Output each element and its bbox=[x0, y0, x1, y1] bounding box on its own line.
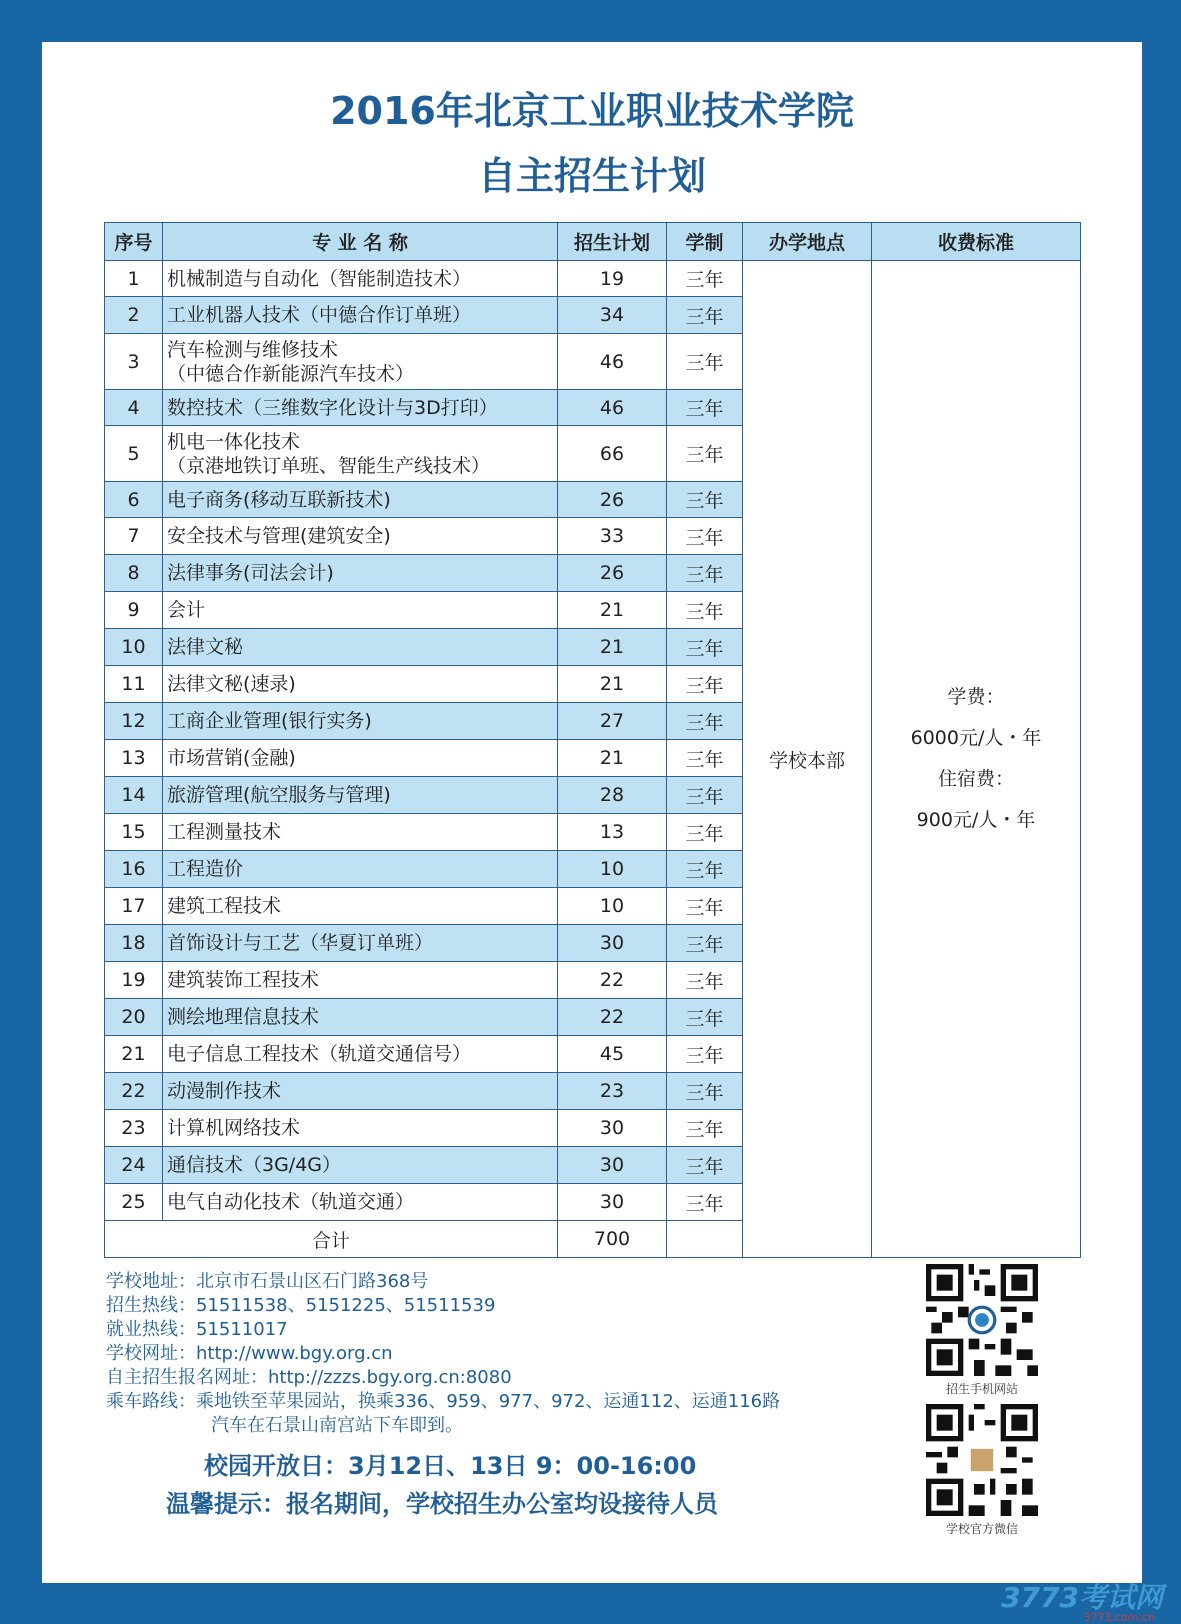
wechat-qr-icon bbox=[926, 1404, 1038, 1516]
header-plan: 招生计划 bbox=[558, 223, 667, 261]
cell-years: 三年 bbox=[667, 555, 743, 592]
cell-major-name bbox=[163, 1073, 558, 1110]
major-name-line: 工程造价 bbox=[167, 858, 244, 880]
cell-major-name bbox=[163, 851, 558, 888]
table-header-row bbox=[105, 223, 1081, 261]
cell-plan: 45 bbox=[558, 1036, 667, 1073]
cell-plan: 34 bbox=[558, 297, 667, 334]
cell-plan: 30 bbox=[558, 925, 667, 962]
cell-years: 三年 bbox=[667, 703, 743, 740]
cell-years: 三年 bbox=[667, 777, 743, 814]
signup-website: 自主招生报名网址：http://zzzs.bgy.org.cn:8080 bbox=[106, 1367, 512, 1388]
cell-major-name bbox=[163, 925, 558, 962]
title-line-1: 2016年北京工业职业技术学院 bbox=[330, 89, 854, 133]
cell-years: 三年 bbox=[667, 592, 743, 629]
cell-major-name bbox=[163, 999, 558, 1036]
cell-no: 23 bbox=[105, 1110, 163, 1147]
cell-plan: 33 bbox=[558, 518, 667, 555]
cell-plan: 10 bbox=[558, 888, 667, 925]
major-name-line: 工业机器人技术（中德合作订单班） bbox=[167, 304, 472, 326]
cell-major-name bbox=[163, 888, 558, 925]
cell-no: 20 bbox=[105, 999, 163, 1036]
major-name-line: 旅游管理(航空服务与管理) bbox=[167, 784, 391, 806]
cell-plan: 66 bbox=[558, 426, 667, 482]
cell-no: 13 bbox=[105, 740, 163, 777]
cell-years: 三年 bbox=[667, 962, 743, 999]
cell-plan: 26 bbox=[558, 555, 667, 592]
major-name-line: 市场营销(金融) bbox=[167, 747, 296, 769]
contact-info bbox=[106, 1270, 780, 1438]
cell-no: 12 bbox=[105, 703, 163, 740]
cell-no: 17 bbox=[105, 888, 163, 925]
major-name-line: 工程测量技术 bbox=[167, 821, 282, 843]
total-value: 700 bbox=[558, 1221, 667, 1258]
major-name-line: 法律事务(司法会计) bbox=[167, 562, 334, 584]
qr2-caption: 学校官方微信 bbox=[945, 1522, 1018, 1536]
cell-major-name bbox=[163, 1184, 558, 1221]
cell-years: 三年 bbox=[667, 740, 743, 777]
major-name-line: 电子信息工程技术（轨道交通信号） bbox=[167, 1043, 472, 1065]
cell-plan: 21 bbox=[558, 592, 667, 629]
cell-major-name bbox=[163, 740, 558, 777]
cell-no: 4 bbox=[105, 390, 163, 426]
cell-years: 三年 bbox=[667, 1073, 743, 1110]
major-name-line: 电子商务(移动互联新技术) bbox=[167, 488, 391, 511]
cell-no: 19 bbox=[105, 962, 163, 999]
cell-no: 16 bbox=[105, 851, 163, 888]
cell-plan: 46 bbox=[558, 390, 667, 426]
table-row bbox=[105, 261, 1081, 297]
cell-no: 18 bbox=[105, 925, 163, 962]
major-name-line: 会计 bbox=[167, 599, 206, 621]
major-name-line: 建筑装饰工程技术 bbox=[167, 969, 320, 991]
cell-years: 三年 bbox=[667, 1110, 743, 1147]
cell-years: 三年 bbox=[667, 629, 743, 666]
header-location: 办学地点 bbox=[743, 223, 872, 261]
major-name-line: 测绘地理信息技术 bbox=[167, 1006, 320, 1028]
cell-no: 3 bbox=[105, 334, 163, 390]
cell-major-name bbox=[163, 518, 558, 555]
major-name-line: （京港地铁订单班、智能生产线技术） bbox=[167, 454, 491, 477]
fee-line: 6000元/人・年 bbox=[910, 727, 1042, 749]
major-name-line: 安全技术与管理(建筑安全) bbox=[167, 525, 391, 547]
cell-no: 21 bbox=[105, 1036, 163, 1073]
cell-plan: 19 bbox=[558, 261, 667, 297]
enrollment-plan-table bbox=[104, 222, 1081, 1258]
major-name-line: 汽车检测与维修技术 bbox=[167, 338, 339, 361]
major-name-line: 通信技术（3G/4G） bbox=[167, 1154, 342, 1176]
cell-no: 2 bbox=[105, 297, 163, 334]
cell-major-name bbox=[163, 703, 558, 740]
cell-no: 6 bbox=[105, 482, 163, 518]
cell-no: 10 bbox=[105, 629, 163, 666]
cell-no: 8 bbox=[105, 555, 163, 592]
cell-years: 三年 bbox=[667, 482, 743, 518]
major-name-line: 计算机网络技术 bbox=[167, 1117, 301, 1139]
cell-plan: 30 bbox=[558, 1147, 667, 1184]
poster-sheet bbox=[42, 42, 1142, 1583]
cell-major-name bbox=[163, 777, 558, 814]
major-name-line: 电气自动化技术（轨道交通） bbox=[167, 1191, 415, 1213]
cell-plan: 46 bbox=[558, 334, 667, 390]
major-name-line: 首饰设计与工艺（华夏订单班） bbox=[167, 932, 434, 954]
cell-no: 15 bbox=[105, 814, 163, 851]
cell-years: 三年 bbox=[667, 1184, 743, 1221]
cell-plan: 22 bbox=[558, 962, 667, 999]
route-line-1: 乘车路线：乘地铁至苹果园站，换乘336、959、977、972、运通112、运通116路 bbox=[106, 1391, 781, 1412]
cell-years: 三年 bbox=[667, 261, 743, 297]
cell-major-name bbox=[163, 629, 558, 666]
major-name-line: 机电一体化技术 bbox=[167, 430, 301, 453]
cell-major-name bbox=[163, 334, 558, 390]
total-empty-cell bbox=[667, 1221, 743, 1258]
cell-plan: 28 bbox=[558, 777, 667, 814]
cell-no: 25 bbox=[105, 1184, 163, 1221]
route-line-2: 汽车在石景山南宫站下车即到。 bbox=[211, 1415, 463, 1436]
open-day: 校园开放日：3月12日、13日 9：00-16:00 bbox=[204, 1452, 697, 1480]
header-years: 学制 bbox=[667, 223, 743, 261]
major-name-line: 法律文秘 bbox=[167, 636, 244, 658]
fee-line: 900元/人・年 bbox=[916, 809, 1036, 831]
mobile-site-qr-icon bbox=[926, 1264, 1038, 1376]
cell-years: 三年 bbox=[667, 1147, 743, 1184]
cell-fee-standard bbox=[872, 261, 1081, 1258]
cell-location: 学校本部 bbox=[743, 261, 872, 1258]
watermark-url: 3773.com.cn bbox=[1083, 1611, 1155, 1624]
cell-plan: 21 bbox=[558, 666, 667, 703]
major-name-line: 建筑工程技术 bbox=[167, 895, 282, 917]
cell-plan: 13 bbox=[558, 814, 667, 851]
major-name-line: 动漫制作技术 bbox=[167, 1080, 282, 1102]
cell-major-name bbox=[163, 261, 558, 297]
cell-no: 22 bbox=[105, 1073, 163, 1110]
cell-major-name bbox=[163, 814, 558, 851]
cell-major-name bbox=[163, 962, 558, 999]
cell-years: 三年 bbox=[667, 426, 743, 482]
cell-plan: 27 bbox=[558, 703, 667, 740]
header-major: 专 业 名 称 bbox=[163, 223, 558, 261]
cell-plan: 21 bbox=[558, 629, 667, 666]
fee-line: 住宿费： bbox=[937, 768, 1014, 790]
cell-years: 三年 bbox=[667, 888, 743, 925]
cell-years: 三年 bbox=[667, 297, 743, 334]
cell-plan: 23 bbox=[558, 1073, 667, 1110]
school-website: 学校网址：http://www.bgy.org.cn bbox=[106, 1343, 393, 1364]
cell-no: 14 bbox=[105, 777, 163, 814]
major-name-line: 工商企业管理(银行实务) bbox=[167, 710, 372, 732]
cell-major-name bbox=[163, 666, 558, 703]
header-fee: 收费标准 bbox=[872, 223, 1081, 261]
header-no: 序号 bbox=[105, 223, 163, 261]
cell-years: 三年 bbox=[667, 1036, 743, 1073]
address: 学校地址：北京市石景山区石门路368号 bbox=[106, 1271, 429, 1292]
cell-no: 7 bbox=[105, 518, 163, 555]
reminder: 温馨提示：报名期间，学校招生办公室均设接待人员 bbox=[166, 1490, 718, 1518]
cell-years: 三年 bbox=[667, 851, 743, 888]
employment-hotline: 就业热线：51511017 bbox=[106, 1319, 288, 1340]
watermark-logo: 3773考试网 bbox=[1001, 1581, 1163, 1614]
admission-hotline: 招生热线：51511538、5151225、51511539 bbox=[106, 1295, 496, 1316]
major-name-line: （中德合作新能源汽车技术） bbox=[167, 362, 415, 385]
cell-years: 三年 bbox=[667, 666, 743, 703]
cell-years: 三年 bbox=[667, 390, 743, 426]
cell-major-name bbox=[163, 390, 558, 426]
cell-no: 11 bbox=[105, 666, 163, 703]
cell-major-name bbox=[163, 482, 558, 518]
cell-major-name bbox=[163, 555, 558, 592]
cell-plan: 10 bbox=[558, 851, 667, 888]
major-name-line: 法律文秘(速录) bbox=[167, 673, 296, 695]
cell-years: 三年 bbox=[667, 999, 743, 1036]
cell-plan: 30 bbox=[558, 1110, 667, 1147]
cell-plan: 21 bbox=[558, 740, 667, 777]
cell-plan: 30 bbox=[558, 1184, 667, 1221]
major-name-line: 机械制造与自动化（智能制造技术） bbox=[167, 267, 472, 290]
cell-major-name bbox=[163, 297, 558, 334]
cell-no: 1 bbox=[105, 261, 163, 297]
cell-years: 三年 bbox=[667, 814, 743, 851]
cell-major-name bbox=[163, 592, 558, 629]
cell-major-name bbox=[163, 426, 558, 482]
cell-major-name bbox=[163, 1110, 558, 1147]
total-label: 合计 bbox=[105, 1221, 558, 1258]
cell-plan: 22 bbox=[558, 999, 667, 1036]
cell-no: 9 bbox=[105, 592, 163, 629]
cell-major-name bbox=[163, 1036, 558, 1073]
cell-years: 三年 bbox=[667, 925, 743, 962]
title-line-2: 自主招生计划 bbox=[477, 154, 706, 198]
cell-no: 24 bbox=[105, 1147, 163, 1184]
cell-no: 5 bbox=[105, 426, 163, 482]
cell-years: 三年 bbox=[667, 334, 743, 390]
fee-line: 学费： bbox=[947, 686, 1005, 708]
qr1-caption: 招生手机网站 bbox=[945, 1382, 1018, 1396]
major-name-line: 数控技术（三维数字化设计与3D打印） bbox=[167, 396, 498, 419]
cell-years: 三年 bbox=[667, 518, 743, 555]
cell-plan: 26 bbox=[558, 482, 667, 518]
cell-major-name bbox=[163, 1147, 558, 1184]
